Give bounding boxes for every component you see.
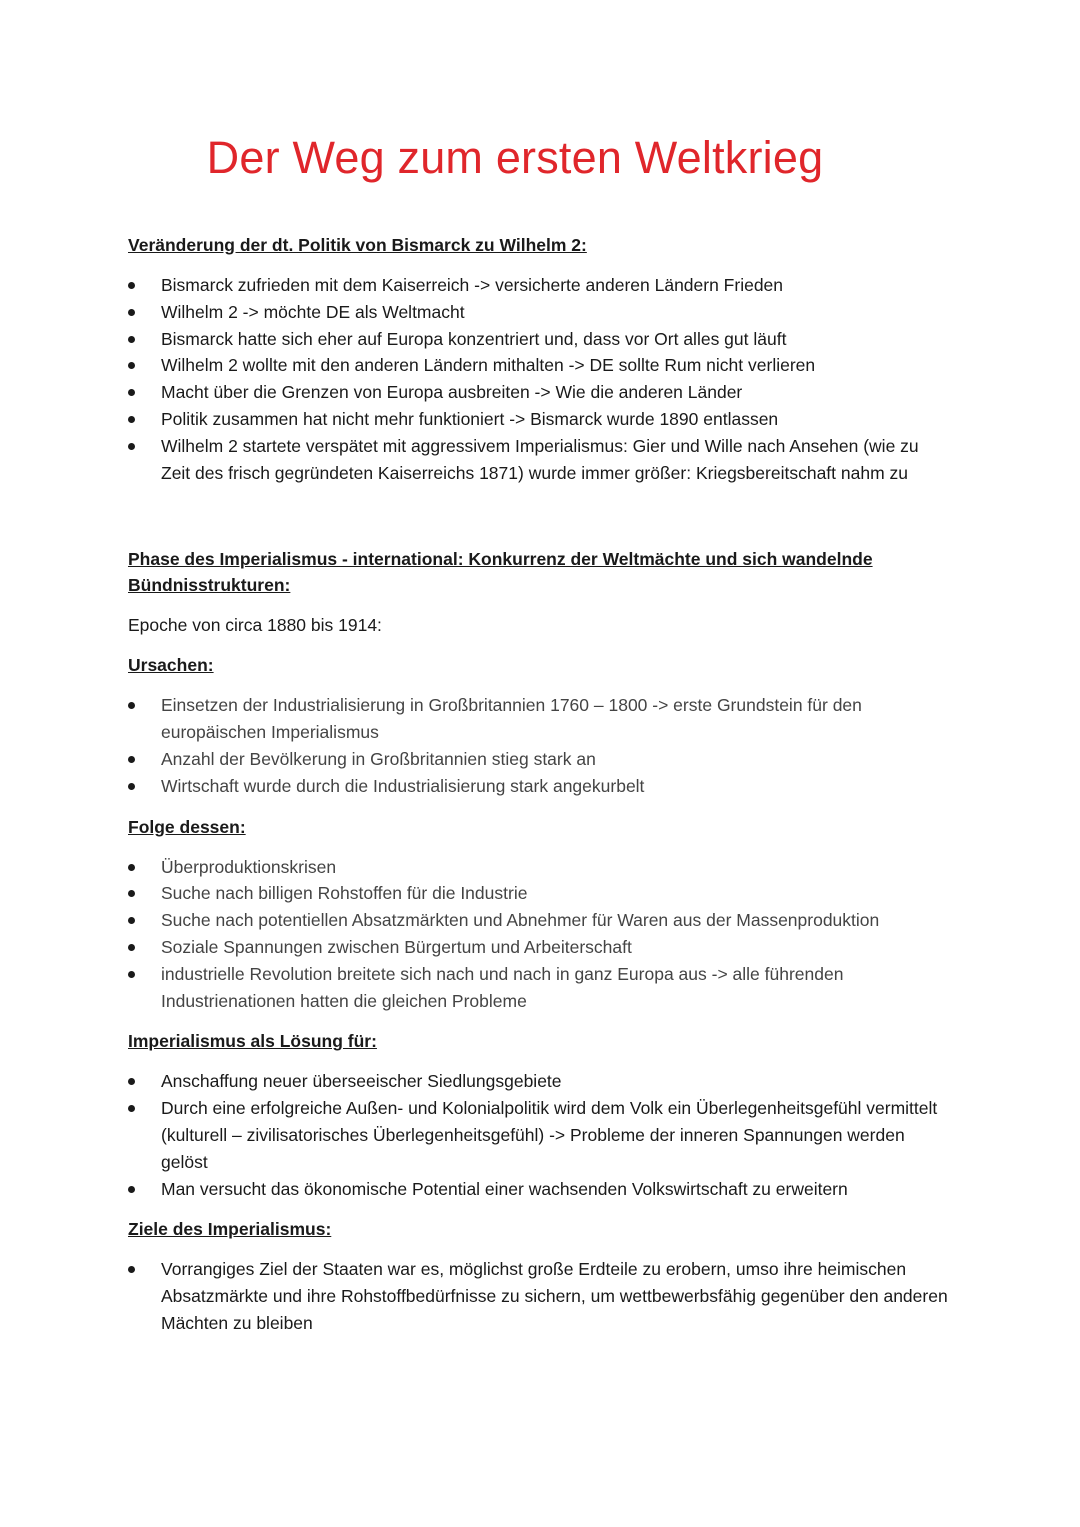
section-heading-folge: Folge dessen: (128, 816, 246, 837)
bullet-icon (128, 443, 135, 450)
document-content (128, 232, 948, 1337)
bullet-icon (128, 864, 135, 871)
spacer (128, 1202, 948, 1216)
list-item: Suche nach billigen Rohstoffen für die Industrie (128, 880, 948, 907)
list-item: Einsetzen der Industrialisierung in Großbritannien 1760 – 1800 -> erste Grundstein für den europäischen Imperialismus (128, 692, 948, 746)
bullet-icon (128, 890, 135, 897)
list-item: industrielle Revolution breitete sich nach und nach in ganz Europa aus -> alle führenden Industrienationen hatten die gleichen Probleme (128, 961, 948, 1015)
list-item: Wilhelm 2 -> möchte DE als Weltmacht (128, 299, 948, 326)
list-item: Anzahl der Bevölkerung in Großbritannien stieg stark an (128, 746, 948, 773)
list-item: Überproduktionskrisen (128, 854, 948, 881)
list-item: Vorrangiges Ziel der Staaten war es, möglichst große Erdteile zu erobern, umso ihre heimischen Absatzmärkte und ihre Rohstoffbedürfnisse zu sichern, um wettbewerbsfähig gegenüber den anderen Mächten zu bleiben (128, 1256, 948, 1336)
bullet-icon (128, 1186, 135, 1193)
bullet-icon (128, 756, 135, 763)
section-heading-imperialismus-phase: Phase des Imperialismus - international: Konkurrenz der Weltmächte und sich wandelnde Bündnisstrukturen: (128, 549, 873, 596)
list-item: Anschaffung neuer überseeischer Siedlungsgebiete (128, 1068, 948, 1095)
epoch-text: Epoche von circa 1880 bis 1914: (128, 615, 382, 636)
bullet-icon (128, 1078, 135, 1085)
bullet-list-loesung (128, 1068, 948, 1202)
section-heading-politik: Veränderung der dt. Politik von Bismarck zu Wilhelm 2: (128, 235, 587, 255)
list-item: Soziale Spannungen zwischen Bürgertum und Arbeiterschaft (128, 934, 948, 961)
list-item: Durch eine erfolgreiche Außen- und Kolonialpolitik wird dem Volk ein Überlegenheitsgefühl vermittelt (kulturell – zivilisatorisches Überlegenheitsgefühl) -> Probleme der inneren Spannungen werden gelöst (128, 1095, 948, 1175)
list-item: Bismarck hatte sich eher auf Europa konzentriert und, dass vor Ort alles gut läuft (128, 326, 948, 353)
bullet-list-folge (128, 854, 948, 1015)
section-heading-ursachen: Ursachen: (128, 655, 214, 676)
list-item: Wilhelm 2 wollte mit den anderen Ländern mithalten -> DE sollte Rum nicht verlieren (128, 352, 948, 379)
list-item: Wilhelm 2 startete verspätet mit aggressivem Imperialismus: Gier und Wille nach Ansehen (wie zu Zeit des frisch gegründeten Kaiserreichs 1871) wurde immer größer: Kriegsbereitschaft nahm zu (128, 433, 948, 487)
spacer (128, 1014, 948, 1028)
spacer (128, 800, 948, 814)
bullet-list-ziele (128, 1256, 948, 1336)
bullet-icon (128, 1105, 135, 1112)
bullet-icon (128, 1266, 135, 1273)
section-heading-ziele: Ziele des Imperialismus: (128, 1219, 332, 1240)
bullet-icon (128, 389, 135, 396)
list-item: Wirtschaft wurde durch die Industrialisierung stark angekurbelt (128, 773, 948, 800)
list-item: Bismarck zufrieden mit dem Kaiserreich -> versicherte anderen Ländern Frieden (128, 272, 948, 299)
list-item: Macht über die Grenzen von Europa ausbreiten -> Wie die anderen Länder (128, 379, 948, 406)
bullet-icon (128, 362, 135, 369)
list-item: Man versucht das ökonomische Potential einer wachsenden Volkswirtschaft zu erweitern (128, 1176, 948, 1203)
bullet-icon (128, 917, 135, 924)
page-title: Der Weg zum ersten Weltkrieg (206, 132, 824, 183)
bullet-list-ursachen (128, 692, 948, 799)
bullet-icon (128, 944, 135, 951)
bullet-icon (128, 971, 135, 978)
list-item: Politik zusammen hat nicht mehr funktioniert -> Bismarck wurde 1890 entlassen (128, 406, 948, 433)
spacer (128, 486, 948, 546)
list-item: Suche nach potentiellen Absatzmärkten und Abnehmer für Waren aus der Massenproduktion (128, 907, 948, 934)
bullet-list-politik (128, 272, 948, 486)
bullet-icon (128, 416, 135, 423)
bullet-icon (128, 783, 135, 790)
bullet-icon (128, 282, 135, 289)
bullet-icon (128, 336, 135, 343)
section-heading-loesung: Imperialismus als Lösung für: (128, 1031, 377, 1052)
bullet-icon (128, 702, 135, 709)
bullet-icon (128, 309, 135, 316)
